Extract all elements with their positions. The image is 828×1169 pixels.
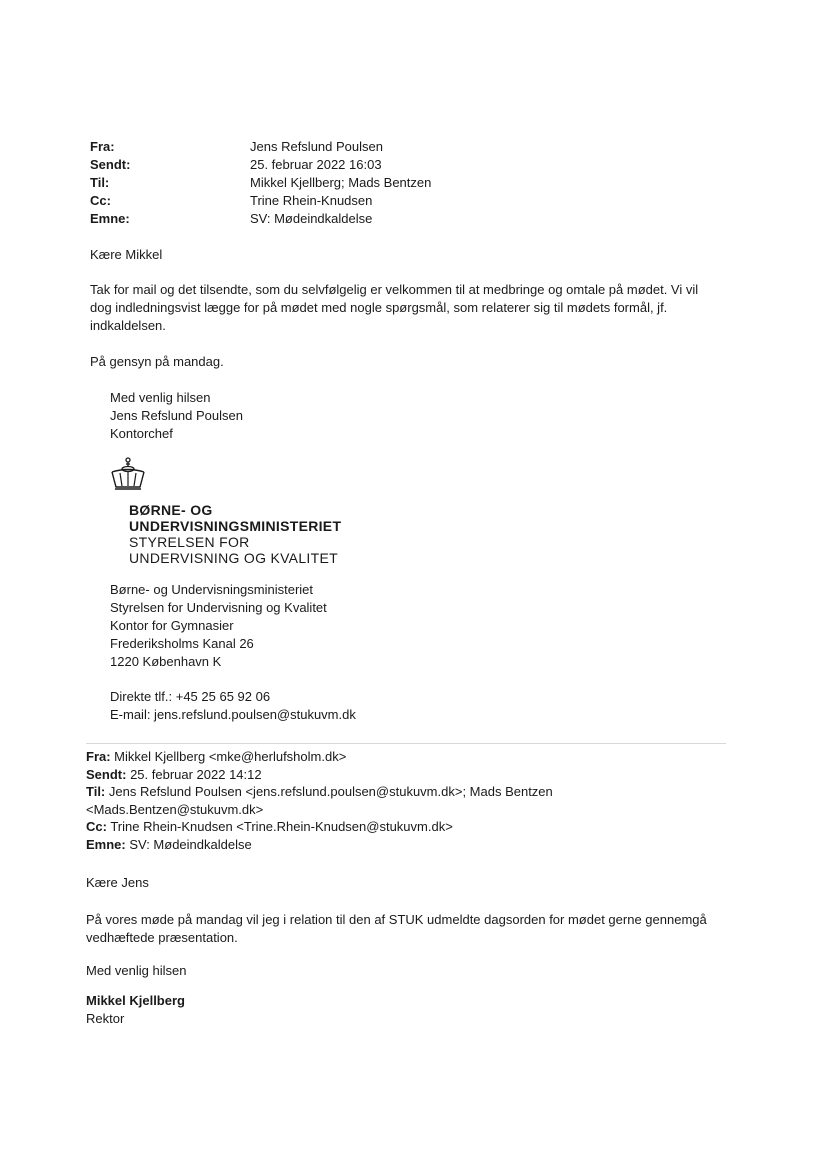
body-line: dog indledningsvist lægge for på mødet med nogle spørgsmål, som relaterer sig til mødets formål, jf. xyxy=(90,300,668,315)
header-value: Mikkel Kjellberg; Mads Bentzen xyxy=(250,175,432,190)
header-value: Trine Rhein-Knudsen xyxy=(250,193,373,208)
body-line: indkaldelsen. xyxy=(90,318,166,333)
signature-name: Mikkel Kjellberg xyxy=(86,993,185,1008)
email-line: E-mail: jens.refslund.poulsen@stukuvm.dk xyxy=(110,707,356,722)
address-line: Frederiksholms Kanal 26 xyxy=(110,636,254,651)
header-row-sent xyxy=(86,766,746,784)
header-value: SV: Mødeindkaldelse xyxy=(125,836,252,852)
phone-line: Direkte tlf.: +45 25 65 92 06 xyxy=(110,689,271,704)
signature-title: Kontorchef xyxy=(110,426,173,441)
header-value: 25. februar 2022 16:03 xyxy=(250,157,382,172)
email1-body xyxy=(90,281,740,335)
header-value: SV: Mødeindkaldelse xyxy=(250,211,373,226)
address-line: Børne- og Undervisningsministeriet xyxy=(110,582,314,597)
address-line: Kontor for Gymnasier xyxy=(110,618,234,633)
body-line: På vores møde på mandag vil jeg i relation til den af STUK udmeldte dagsorden for mødet gerne gennemgå xyxy=(86,912,707,927)
header-value: Trine Rhein-Knudsen <Trine.Rhein-Knudsen@stukuvm.dk> xyxy=(106,819,453,834)
body-line: Tak for mail og det tilsendte, som du selvfølgelig er velkommen til at medbringe og omtale på mødet. Vi vil xyxy=(90,282,699,297)
email2-header xyxy=(86,748,746,853)
logo-line-1: BØRNE- OG xyxy=(129,502,213,518)
header-row-sent xyxy=(90,156,650,174)
header-row-to xyxy=(90,174,650,192)
header-row-to-cont xyxy=(86,801,746,819)
header-value: Jens Refslund Poulsen xyxy=(250,139,383,154)
address-block xyxy=(110,581,327,671)
email2-regards: Med venlig hilsen xyxy=(86,963,187,978)
header-label: Fra: xyxy=(90,139,115,154)
logo-line-3: STYRELSEN FOR xyxy=(129,534,250,550)
header-value: Mikkel Kjellberg <mke@herlufsholm.dk> xyxy=(110,749,347,764)
header-label: Cc: xyxy=(90,193,111,208)
header-row-from xyxy=(86,748,746,766)
header-label: Til: xyxy=(86,784,106,799)
email1-signature xyxy=(110,389,243,443)
email2-body xyxy=(86,911,746,946)
header-label: Til: xyxy=(90,175,110,190)
header-label: Fra: xyxy=(86,749,111,764)
email2-greeting: Kære Jens xyxy=(86,875,149,890)
crown-logo-icon xyxy=(108,457,148,493)
email1-greeting: Kære Mikkel xyxy=(90,247,163,262)
header-label: Sendt: xyxy=(86,766,127,782)
contact-block xyxy=(110,688,356,724)
header-row-to xyxy=(86,783,746,801)
signature-name: Jens Refslund Poulsen xyxy=(110,408,243,423)
email1-closing: På gensyn på mandag. xyxy=(90,354,224,369)
signature-title: Rektor xyxy=(86,1010,125,1026)
email-divider xyxy=(86,743,726,744)
header-row-cc xyxy=(90,192,650,210)
header-value: Jens Refslund Poulsen <jens.refslund.poulsen@stukuvm.dk>; Mads Bentzen xyxy=(105,784,553,799)
body-line: vedhæftede præsentation. xyxy=(86,929,238,945)
header-row-subject xyxy=(86,836,746,854)
address-line: 1220 København K xyxy=(110,654,222,669)
header-label: Sendt: xyxy=(90,157,131,172)
logo-line-4: UNDERVISNING OG KVALITET xyxy=(129,550,338,566)
address-line: Styrelsen for Undervisning og Kvalitet xyxy=(110,600,327,615)
header-row-from xyxy=(90,138,650,156)
ministry-logo-text xyxy=(129,502,341,566)
header-label: Cc: xyxy=(86,819,107,834)
header-row-cc xyxy=(86,818,746,836)
header-label: Emne: xyxy=(90,211,130,226)
header-label: Emne: xyxy=(86,836,126,852)
email2-signature xyxy=(86,992,746,1027)
header-value: 25. februar 2022 14:12 xyxy=(126,766,262,782)
header-row-subject xyxy=(90,210,650,228)
header-value: <Mads.Bentzen@stukuvm.dk> xyxy=(86,801,264,817)
logo-line-2: UNDERVISNINGSMINISTERIET xyxy=(129,518,342,534)
signature-regards: Med venlig hilsen xyxy=(110,390,211,405)
